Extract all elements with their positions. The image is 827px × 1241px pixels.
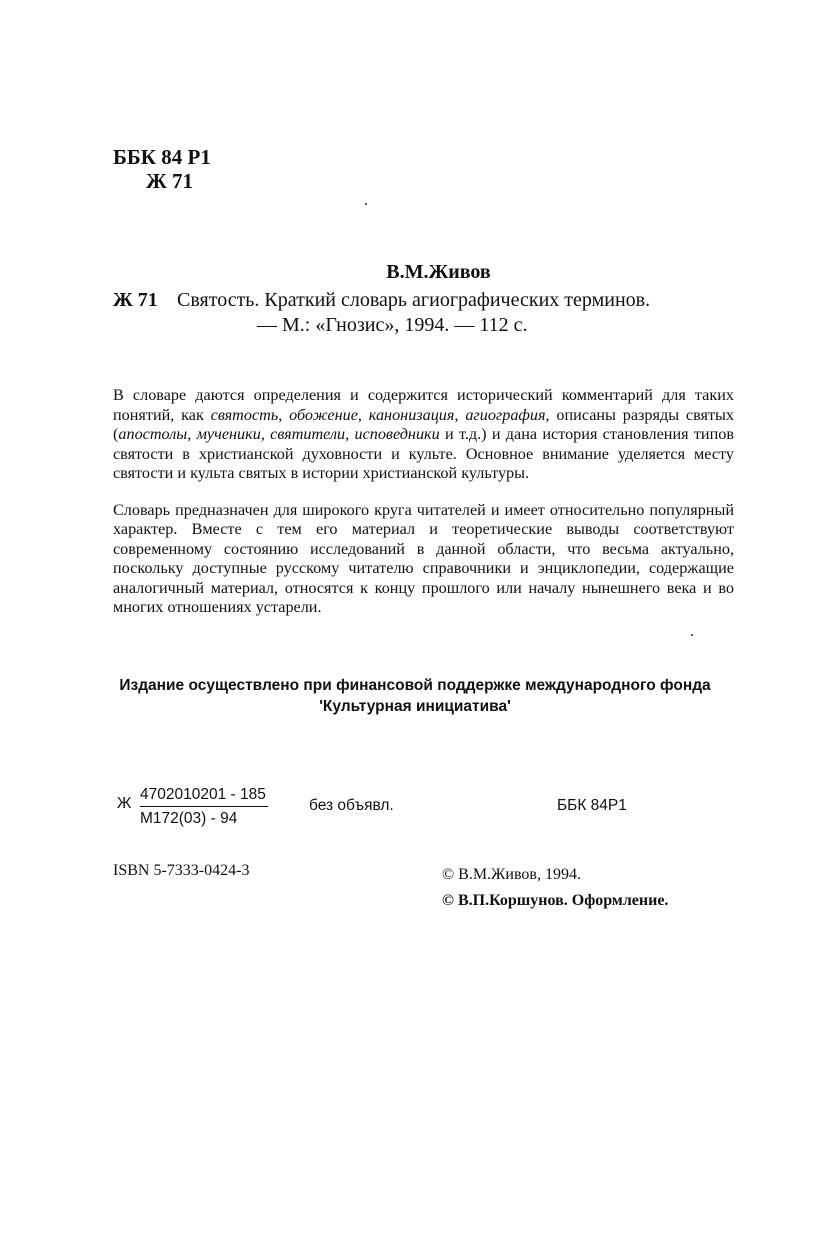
print-speck: [365, 203, 367, 205]
separator: ,: [278, 405, 290, 424]
term: святость: [210, 405, 279, 424]
author-name: В.М.Живов: [386, 261, 491, 283]
classification-block: [113, 145, 211, 193]
annotation: [113, 386, 734, 618]
annotation-text: , описаны разряды святых (: [113, 405, 735, 443]
author-mark: Ж 71: [146, 169, 194, 193]
catalog-numerator: 4702010201 - 185: [140, 786, 268, 807]
bibliographic-record: [113, 288, 753, 338]
bbk-code: ББК 84 Р1: [113, 145, 211, 169]
sponsor-line-2: 'Культурная инициатива': [319, 698, 511, 715]
copyright-author: © В.М.Живов, 1994.: [442, 866, 581, 883]
catalog-bbk: ББК 84Р1: [557, 797, 627, 814]
separator: ,: [357, 405, 369, 424]
annotation-text: и т.д.) и дана история становления типов святости в христианской духовности и культе. Основное внимание уделяется месту святости и культа святых в истории христианской культуры.: [113, 425, 734, 482]
bib-code: Ж 71: [113, 289, 158, 311]
annotation-paragraph-1: [113, 386, 734, 484]
sponsor-line-1: Издание осуществлено при финансовой поддержке международного фонда: [119, 677, 711, 694]
annotation-paragraph-2: Словарь предназначен для широкого круга читателей и имеет относительно популярный характер. Вместе с тем его материал и теоретические выводы соответствуют современному состоянию исследований в данной области, что весьма актуально, поскольку доступные русскому читателю справочники и энциклопедии, содержащие аналогичный материал, относятся к концу прошлого или началу нынешнего века и во многих отношениях устарели.: [113, 500, 734, 616]
separator: ,: [454, 405, 466, 424]
copyright-block: [442, 862, 668, 914]
no-announcement: без объявл.: [309, 797, 394, 814]
catalog-fraction: [140, 786, 268, 828]
term: обожение: [289, 405, 358, 424]
copyright-design: © В.П.Коршунов. Оформление.: [442, 892, 669, 909]
term: апостолы, мученики, святители, исповедники: [118, 425, 440, 443]
print-speck: [691, 634, 693, 636]
isbn: ISBN 5-7333-0424-3: [113, 862, 250, 879]
bib-imprint: — М.: «Гнозис», 1994. — 112 с.: [257, 314, 528, 336]
annotation-text: В словаре даются определения и содержится исторический комментарий для таких понятий, как: [113, 386, 734, 424]
term: агиография: [465, 405, 546, 424]
catalog-denominator: М172(03) - 94: [140, 810, 238, 827]
bib-title: Святость. Краткий словарь агиографических терминов.: [177, 289, 651, 311]
sponsor-note: [95, 675, 735, 717]
catalog-letter: Ж: [117, 795, 132, 812]
term: канонизация: [368, 405, 455, 424]
